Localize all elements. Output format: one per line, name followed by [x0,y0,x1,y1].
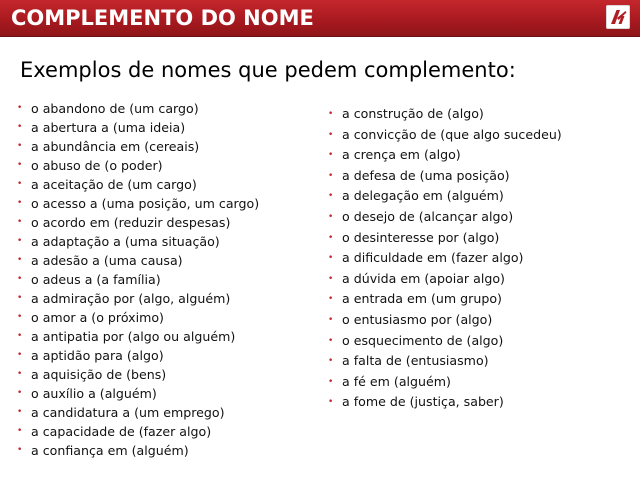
list-item [326,125,562,146]
list-item [15,365,259,384]
noun-list-left [15,99,259,460]
list-item [15,194,259,213]
bullet-icon: • [17,369,23,379]
bullet-icon: • [17,407,23,417]
bullet-icon: • [17,445,23,455]
slide-title: COMPLEMENTO DO NOME [11,6,314,30]
bullet-icon: • [17,160,23,170]
list-item-text: a antipatia por (algo ou alguém) [31,329,236,344]
list-item [15,327,259,346]
list-item [326,372,562,393]
noun-list-right [326,104,562,413]
bullet-icon: • [17,122,23,132]
list-item-text: o abuso de (o poder) [31,158,163,173]
list-item-text: a defesa de (uma posição) [342,167,510,183]
bullet-icon: • [328,211,334,222]
list-item-text: a construção de (algo) [342,106,484,121]
list-item-text: o acesso a (uma posição, um cargo) [31,196,260,211]
list-item [326,166,562,187]
list-item [326,207,562,228]
bullet-icon: • [17,426,23,436]
list-item-text: o acordo em (reduzir despesas) [31,215,231,230]
list-item [326,186,562,207]
list-item [15,251,259,270]
bullet-icon: • [17,103,23,113]
bullet-icon: • [328,314,334,325]
list-item-text: o auxílio a (alguém) [31,386,157,401]
list-item [326,310,562,331]
list-item-text: o desejo de (alcançar algo) [342,208,514,224]
bullet-icon: • [17,312,23,322]
list-item [15,270,259,289]
list-item-text: a adesão a (uma causa) [31,253,183,268]
list-item [15,384,259,403]
list-item [326,331,562,352]
list-item-text: a aceitação de (um cargo) [31,177,197,192]
list-item [326,351,562,372]
bullet-icon: • [328,232,334,243]
bullet-icon: • [17,198,23,208]
list-item [326,289,562,310]
list-item-text: a delegação em (alguém) [342,188,504,204]
list-item-text: o abandono de (um cargo) [31,101,199,116]
bullet-icon: • [328,150,334,161]
bullet-icon: • [328,397,334,408]
list-item-text: a aquisição de (bens) [31,367,167,382]
list-item-text: a admiração por (algo, alguém) [31,291,231,306]
list-item [326,104,562,125]
list-item-text: o amor a (o próximo) [31,310,164,325]
bullet-icon: • [17,350,23,360]
list-item [326,145,562,166]
bullet-icon: • [328,109,334,119]
bullet-icon: • [17,255,23,265]
bullet-icon: • [328,170,334,181]
list-item [15,289,259,308]
bullet-icon: • [17,293,23,303]
list-item-text: a entrada em (um grupo) [342,291,502,307]
list-item-text: a confiança em (alguém) [31,443,189,458]
list-item-text: a aptidão para (algo) [31,348,164,363]
bullet-icon: • [17,274,23,284]
bullet-icon: • [328,335,334,346]
bullet-icon: • [328,376,334,387]
list-item-text: a candidatura a (um emprego) [31,405,225,420]
title-bar [0,0,640,37]
list-item [326,269,562,290]
list-item-text: a fome de (justiça, saber) [342,394,504,410]
list-item [15,232,259,251]
list-item [15,308,259,327]
bullet-icon: • [328,253,334,264]
list-item [15,213,259,232]
list-item-text: a dúvida em (apoiar algo) [342,270,505,286]
bullet-icon: • [328,294,334,305]
list-item-text: a adaptação a (uma situação) [31,234,220,249]
list-item [326,228,562,249]
bullet-icon: • [328,356,334,367]
list-item-text: a abundância em (cereais) [31,139,200,154]
list-item [15,403,259,422]
list-item [15,422,259,441]
list-item-text: o esquecimento de (algo) [342,332,504,348]
list-item-text: a dificuldade em (fazer algo) [342,250,524,266]
list-item [15,137,259,156]
slide-subtitle: Exemplos de nomes que pedem complemento: [20,58,516,82]
list-item [15,441,259,460]
list-item [15,175,259,194]
bullet-icon: • [328,191,334,202]
list-item [15,99,259,118]
bullet-icon: • [328,273,334,284]
list-item [326,392,562,413]
list-item [326,248,562,269]
bullet-icon: • [17,217,23,227]
list-item-text: a crença em (algo) [342,147,461,163]
list-item-text: o adeus a (a família) [31,272,161,287]
list-item [15,156,259,175]
list-item-text: a convicção de (que algo sucedeu) [342,126,562,142]
list-item [15,346,259,365]
list-item-text: a capacidade de (fazer algo) [31,424,212,439]
bullet-icon: • [17,331,23,341]
list-item-text: o entusiasmo por (algo) [342,311,493,327]
list-item-text: a abertura a (uma ideia) [31,120,186,135]
bullet-icon: • [17,141,23,151]
bullet-icon: • [328,129,334,140]
bullet-icon: • [17,388,23,398]
list-item [15,118,259,137]
list-item-text: o desinteresse por (algo) [342,229,500,245]
list-item-text: a falta de (entusiasmo) [342,353,489,369]
list-item-text: a fé em (alguém) [342,373,451,389]
bullet-icon: • [17,236,23,246]
bullet-icon: • [17,179,23,189]
brand-logo-icon [606,5,630,29]
